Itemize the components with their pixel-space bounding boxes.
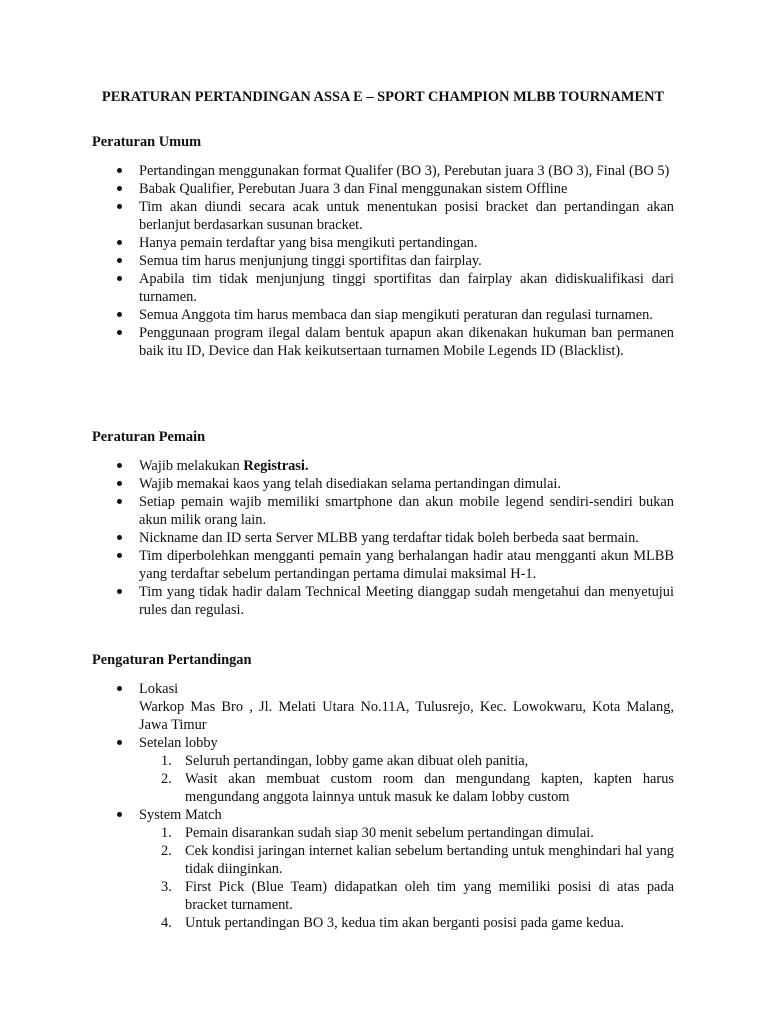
system-match-label: System Match xyxy=(139,807,222,823)
item-number: 1. xyxy=(161,753,172,769)
setelan-lobby-label: Setelan lobby xyxy=(139,735,218,751)
list-item-bold-text: Registrasi. xyxy=(243,458,309,474)
list-item-system-match xyxy=(92,806,674,932)
list-peraturan-pemain xyxy=(92,457,674,619)
list-item: Tim yang tidak hadir dalam Technical Meeting dianggap sudah mengetahui dan menyetujui rules dan regulasi. xyxy=(92,583,674,619)
setelan-lobby-list xyxy=(139,752,674,806)
list-peraturan-umum xyxy=(92,162,674,360)
item-text: First Pick (Blue Team) didapatkan oleh tim yang memiliki posisi di atas pada bracket turnament. xyxy=(185,879,674,913)
list-item: Wajib memakai kaos yang telah disediakan selama pertandingan dimulai. xyxy=(92,475,674,493)
list-item: Tim diperbolehkan mengganti pemain yang berhalangan hadir atau mengganti akun MLBB yang terdaftar sebelum pertandingan pertama dimulai maksimal H-1. xyxy=(92,547,674,583)
list-item: Apabila tim tidak menjunjung tinggi sportifitas dan fairplay akan didiskualifikasi dari turnamen. xyxy=(92,270,674,306)
list-item-lokasi xyxy=(92,680,674,734)
list-item: Hanya pemain terdaftar yang bisa mengikuti pertandingan. xyxy=(92,234,674,252)
item-number: 2. xyxy=(161,843,172,859)
item-text: Wasit akan membuat custom room dan mengundang kapten, kapten harus mengundang anggota lainnya untuk masuk ke dalam lobby custom xyxy=(185,771,674,805)
numbered-item xyxy=(139,842,674,878)
numbered-item xyxy=(139,914,674,932)
list-item: Nickname dan ID serta Server MLBB yang terdaftar tidak boleh berbeda saat bermain. xyxy=(92,529,674,547)
numbered-item xyxy=(139,824,674,842)
list-item: Penggunaan program ilegal dalam bentuk apapun akan dikenakan hukuman ban permanen baik itu ID, Device dan Hak keikutsertaan turnamen Mobile Legends ID (Blacklist). xyxy=(92,324,674,360)
item-number: 3. xyxy=(161,879,172,895)
item-text: Untuk pertandingan BO 3, kedua tim akan berganti posisi pada game kedua. xyxy=(185,915,624,931)
numbered-item xyxy=(139,770,674,806)
list-item: Pertandingan menggunakan format Qualifer (BO 3), Perebutan juara 3 (BO 3), Final (BO 5) xyxy=(92,162,674,180)
list-item xyxy=(92,457,674,475)
list-item: Tim akan diundi secara acak untuk menentukan posisi bracket dan pertandingan akan berlanjut berdasarkan susunan bracket. xyxy=(92,198,674,234)
lokasi-label: Lokasi xyxy=(139,681,179,697)
item-number: 2. xyxy=(161,771,172,787)
list-item: Semua tim harus menjunjung tinggi sportifitas dan fairplay. xyxy=(92,252,674,270)
item-text: Cek kondisi jaringan internet kalian sebelum bertanding untuk menghindari hal yang tidak diinginkan. xyxy=(185,843,674,877)
list-item: Semua Anggota tim harus membaca dan siap mengikuti peraturan dan regulasi turnamen. xyxy=(92,306,674,324)
list-item-text: Wajib melakukan xyxy=(139,458,244,474)
lokasi-text: Warkop Mas Bro , Jl. Melati Utara No.11A, Tulusrejo, Kec. Lowokwaru, Kota Malang, Jawa Timur xyxy=(139,699,674,733)
heading-peraturan-pemain: Peraturan Pemain xyxy=(92,429,206,445)
system-match-list xyxy=(139,824,674,932)
list-pengaturan-pertandingan xyxy=(92,680,674,932)
list-item: Setiap pemain wajib memiliki smartphone dan akun mobile legend sendiri-sendiri bukan akun milik orang lain. xyxy=(92,493,674,529)
document-title: PERATURAN PERTANDINGAN ASSA E – SPORT CHAMPION MLBB TOURNAMENT xyxy=(101,89,665,105)
heading-peraturan-umum: Peraturan Umum xyxy=(92,134,202,150)
list-item-setelan-lobby xyxy=(92,734,674,806)
item-text: Seluruh pertandingan, lobby game akan dibuat oleh panitia, xyxy=(185,753,529,769)
item-number: 1. xyxy=(161,825,172,841)
item-text: Pemain disarankan sudah siap 30 menit sebelum pertandingan dimulai. xyxy=(185,825,594,841)
numbered-item xyxy=(139,878,674,914)
item-number: 4. xyxy=(161,915,172,931)
numbered-item xyxy=(139,752,674,770)
list-item: Babak Qualifier, Perebutan Juara 3 dan Final menggunakan sistem Offline xyxy=(92,180,674,198)
heading-pengaturan-pertandingan: Pengaturan Pertandingan xyxy=(92,652,252,668)
